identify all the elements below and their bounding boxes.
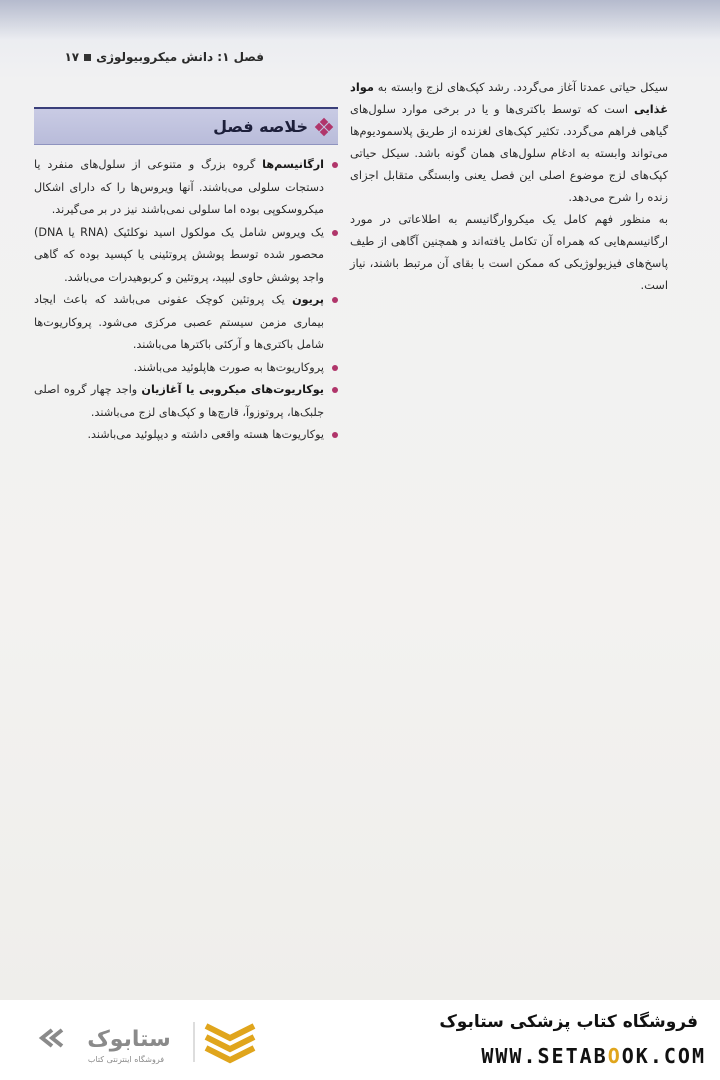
intro-paragraph-1 bbox=[350, 76, 668, 208]
summary-title: خلاصه فصل bbox=[213, 117, 308, 136]
item-text: یوکاریوت‌ها هسته واقعی داشته و دیپلوئید می‌باشند. bbox=[87, 428, 324, 441]
list-item bbox=[34, 289, 338, 357]
item-text: واجد چهار گروه اصلی جلبک‌ها، پروتوزوآ، قارچ‌ها و کپک‌های لزج می‌باشند. bbox=[34, 383, 324, 419]
shop-name: فروشگاه کتاب پزشکی ستابوک bbox=[439, 1012, 698, 1032]
logo-subtitle: فروشگاه اینترنتی کتاب bbox=[87, 1055, 165, 1064]
intro-p1-text-2: است که توسط باکتری‌ها و یا در برخی موارد سلول‌های گیاهی فراهم می‌گردد. تکثیر کپک‌های لغزنده از طریق پلاسمودیوم‌ها می‌تواند وابسته به ادغام سلول‌های همان گونه باشد. سیکل حیاتی کپک‌های لزج موضوع اصلی این فصل یعنی وابستگی متقابل اجزای زنده را شرح می‌دهد. bbox=[350, 102, 668, 204]
chapter-title: فصل ۱: دانش میکروبیولوژی bbox=[96, 50, 264, 64]
website-url bbox=[481, 1044, 706, 1068]
bullet-icon bbox=[332, 432, 338, 438]
list-item bbox=[34, 424, 338, 447]
list-item bbox=[34, 357, 338, 380]
bullet-icon bbox=[332, 162, 338, 168]
item-text: یک ویروس شامل یک مولکول اسید نوکلئیک (RNA یا DNA) محصور شده توسط پوشش پروتئینی یا کپسید بوده که گاهی واجد پوشش حاوی لیپید، پروتئین و کربوهیدرات می‌باشد. bbox=[34, 225, 324, 284]
item-text: گروه بزرگ و متنوعی از سلول‌های منفرد یا دستجات سلولی می‌باشند. آنها ویروس‌ها را که دارای اشکال میکروسکوپی بوده اما سلولی نمی‌باشند نیز در بر می‌گیرند. bbox=[34, 158, 324, 216]
item-bold: ارگانیسم‌ها bbox=[262, 158, 324, 171]
page-number: ۱۷ bbox=[64, 50, 80, 64]
diamond-ornament-icon bbox=[316, 119, 332, 135]
list-item bbox=[34, 154, 338, 222]
summary-heading-box bbox=[34, 107, 338, 145]
bullet-icon bbox=[332, 297, 338, 303]
item-bold: یوکاریوت‌های میکروبی یا آغازیان bbox=[141, 383, 324, 396]
bullet-icon bbox=[332, 387, 338, 393]
url-part: WWW.SETAB bbox=[481, 1044, 608, 1068]
url-part: OK.COM bbox=[621, 1044, 706, 1068]
setabook-logo bbox=[34, 1016, 284, 1066]
item-bold: پریون bbox=[292, 293, 324, 306]
running-head bbox=[36, 50, 264, 64]
square-bullet-icon bbox=[84, 54, 91, 61]
summary-list bbox=[34, 154, 338, 447]
intro-p1-bold: مواد غذایی bbox=[350, 80, 669, 116]
list-item bbox=[34, 379, 338, 424]
logo-text: ستابوک bbox=[87, 1027, 171, 1052]
item-text: یک پروتئین کوچک عفونی می‌باشد که باعث ایجاد بیماری مزمن سیستم عصبی مرکزی می‌شود. پروکاریوت‌ها شامل باکتری‌ها و آرکئی باکترها می‌باشند. bbox=[34, 293, 324, 351]
bullet-icon bbox=[332, 365, 338, 371]
url-o: O bbox=[607, 1044, 622, 1068]
intro-column bbox=[350, 76, 668, 296]
item-text: پروکاریوت‌ها به صورت هاپلوئید می‌باشند. bbox=[133, 360, 324, 374]
watermark-footer bbox=[0, 1000, 720, 1080]
intro-paragraph-2: به منظور فهم کامل یک میکروارگانیسم به اطلاعاتی در مورد ارگانیسم‌هایی که همراه آن تکامل یافته‌اند و همچنین آگاهی از طیف پاسخ‌های فیزیولوژیکی که ممکن است با بقای آن مرتبط باشند، نیاز است. bbox=[350, 212, 668, 292]
list-item bbox=[34, 222, 338, 290]
intro-p1-text: سیکل حیاتی عمدتا آغاز می‌گردد. رشد کپک‌های لزج وابسته به bbox=[377, 80, 668, 94]
bullet-icon bbox=[332, 230, 338, 236]
